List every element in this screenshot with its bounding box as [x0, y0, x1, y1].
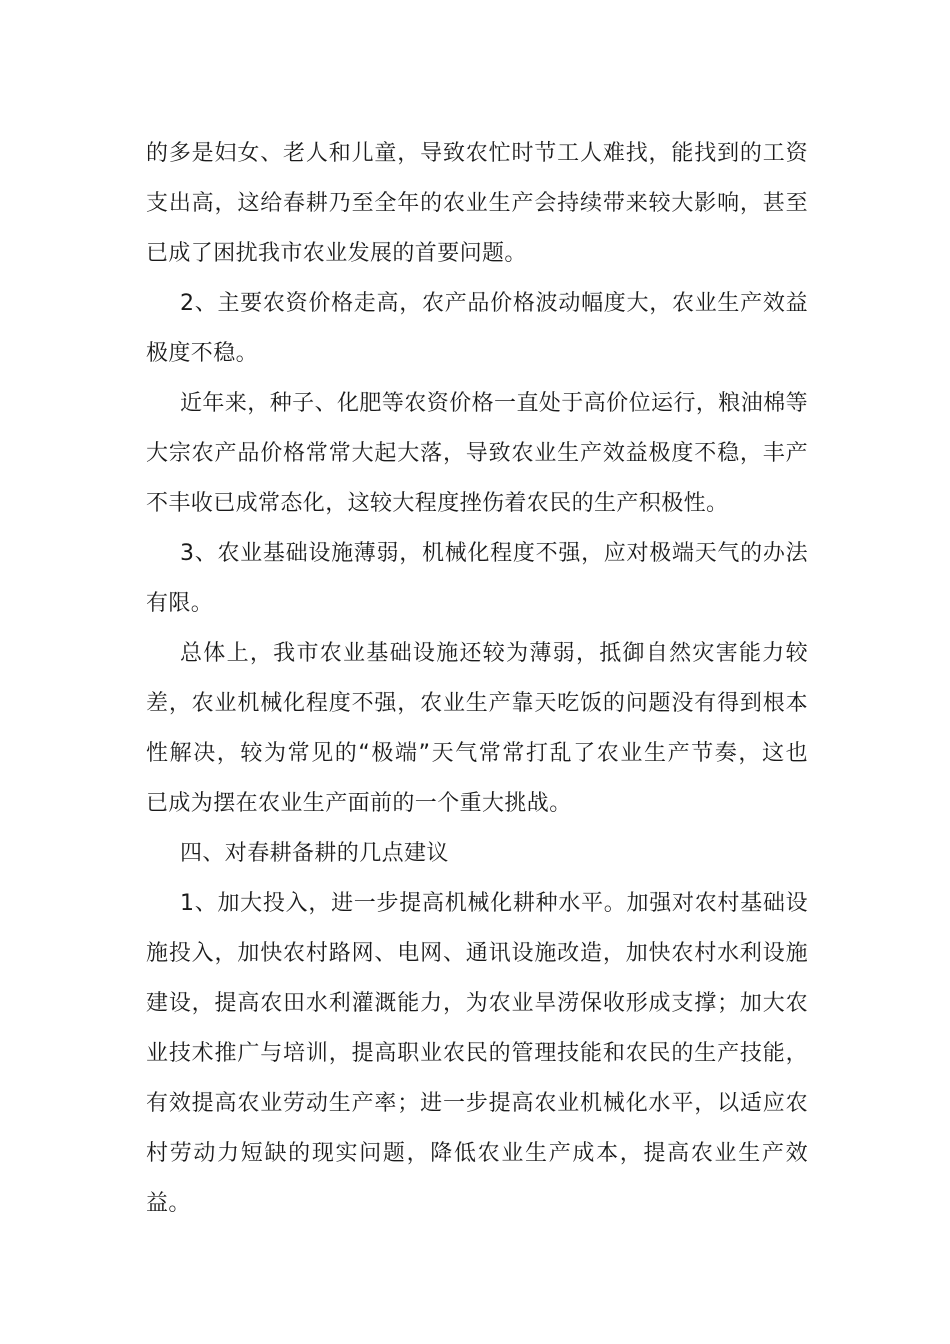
text-line: 性解决，较为常见的“极端”天气常常打乱了农业生产节奏，这也 — [146, 741, 808, 766]
text-line: 有效提高农业劳动生产率；进一步提高农业机械化水平，以适应农 — [146, 1091, 808, 1116]
text-line: 大宗农产品价格常常大起大落，导致农业生产效益极度不稳，丰产 — [146, 441, 808, 466]
text-line: 2、主要农资价格走高，农产品价格波动幅度大，农业生产效益 — [180, 291, 808, 316]
text-line: 总体上，我市农业基础设施还较为薄弱，抵御自然灾害能力较 — [180, 641, 808, 666]
text-line: 益。 — [146, 1191, 191, 1216]
paragraph-prices — [146, 379, 808, 529]
section-heading-suggestions — [146, 829, 808, 879]
text-line: 差，农业机械化程度不强，农业生产靠天吃饭的问题没有得到根本 — [146, 691, 808, 716]
text-line: 1、加大投入，进一步提高机械化耕种水平。加强对农村基础设 — [180, 891, 808, 916]
text-line: 有限。 — [146, 591, 214, 616]
text-line: 已成了困扰我市农业发展的首要问题。 — [146, 241, 527, 266]
paragraph-infrastructure — [146, 629, 808, 829]
text-line: 业技术推广与培训，提高职业农民的管理技能和农民的生产技能， — [146, 1041, 808, 1066]
text-line: 四、对春耕备耕的几点建议 — [180, 841, 449, 866]
paragraph-suggestion-1 — [146, 879, 808, 1229]
text-line: 已成为摆在农业生产面前的一个重大挑战。 — [146, 791, 572, 816]
paragraph-heading-infrastructure — [146, 529, 808, 629]
text-line: 不丰收已成常态化，这较大程度挫伤着农民的生产积极性。 — [146, 491, 729, 516]
text-line: 建设，提高农田水利灌溉能力，为农业旱涝保收形成支撑；加大农 — [146, 991, 808, 1016]
text-line: 的多是妇女、老人和儿童，导致农忙时节工人难找，能找到的工资 — [146, 141, 808, 166]
paragraph-heading-prices — [146, 279, 808, 379]
text-line: 支出高，这给春耕乃至全年的农业生产会持续带来较大影响，甚至 — [146, 191, 808, 216]
paragraph-labor-shortage — [146, 129, 808, 279]
text-line: 极度不稳。 — [146, 341, 259, 366]
text-line: 村劳动力短缺的现实问题，降低农业生产成本，提高农业生产效 — [146, 1141, 808, 1166]
text-line: 施投入，加快农村路网、电网、通讯设施改造，加快农村水利设施 — [146, 941, 808, 966]
text-line: 3、农业基础设施薄弱，机械化程度不强，应对极端天气的办法 — [180, 541, 808, 566]
text-line: 近年来，种子、化肥等农资价格一直处于高价位运行，粮油棉等 — [180, 391, 808, 416]
document-body — [146, 129, 808, 1229]
